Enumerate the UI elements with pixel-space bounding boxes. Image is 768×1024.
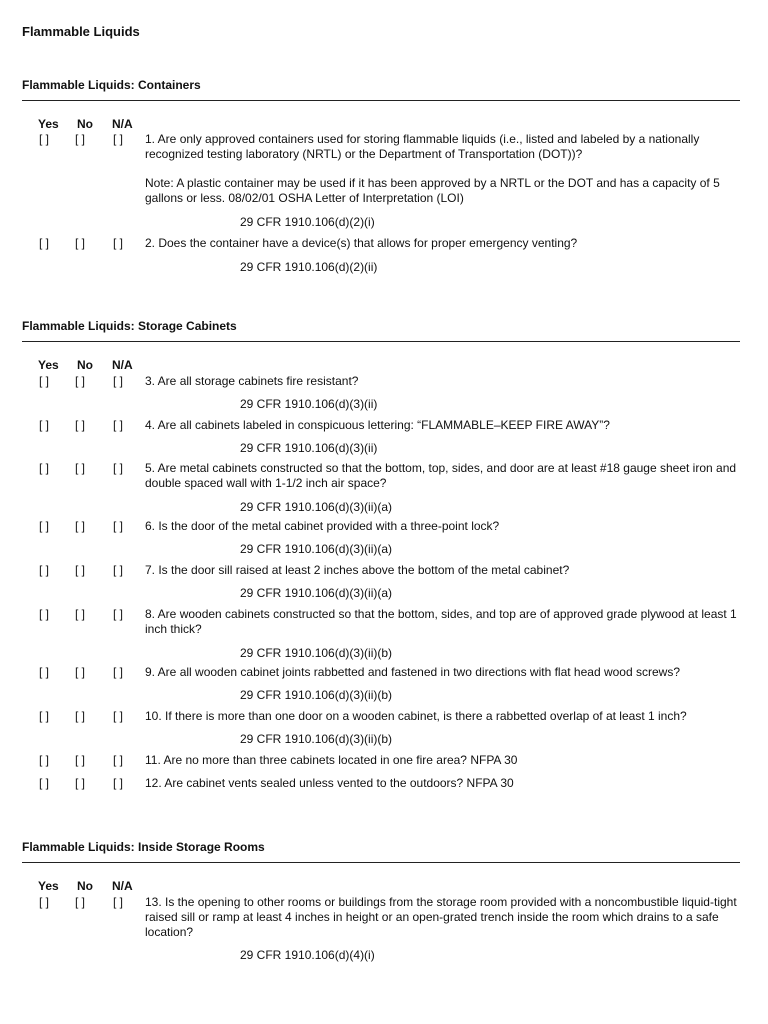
yes-checkbox[interactable]: [ ] (39, 665, 50, 679)
question-text: 2. Does the container have a device(s) that allows for proper emergency venting? (145, 236, 578, 250)
no-checkbox[interactable]: [ ] (75, 461, 86, 475)
na-checkbox[interactable]: [ ] (113, 753, 124, 767)
section-storage-cabinets (0, 319, 768, 799)
column-header-no: No (77, 358, 93, 372)
question-text: 13. Is the opening to other rooms or buildings from the storage room provided with a noncombustible liquid-tight raised sill or ramp at least 4 inches in height or an open-grated trench inside the room which drains to a safe location? (145, 895, 737, 939)
regulation-citation: 29 CFR 1910.106(d)(3)(ii) (240, 441, 378, 455)
regulation-citation: 29 CFR 1910.106(d)(3)(ii) (240, 397, 378, 411)
na-checkbox[interactable]: [ ] (113, 563, 124, 577)
na-checkbox[interactable]: [ ] (113, 236, 124, 250)
section-divider (22, 341, 740, 342)
yes-checkbox[interactable]: [ ] (39, 709, 50, 723)
yes-checkbox[interactable]: [ ] (39, 563, 50, 577)
na-checkbox[interactable]: [ ] (113, 461, 124, 475)
yes-checkbox[interactable]: [ ] (39, 461, 50, 475)
no-checkbox[interactable]: [ ] (75, 665, 86, 679)
no-checkbox[interactable]: [ ] (75, 418, 86, 432)
yes-checkbox[interactable]: [ ] (39, 607, 50, 621)
regulation-citation: 29 CFR 1910.106(d)(3)(ii)(b) (240, 688, 393, 702)
section-title: Flammable Liquids: Containers (22, 78, 201, 92)
section-containers (0, 78, 768, 278)
na-checkbox[interactable]: [ ] (113, 665, 124, 679)
question-text: 4. Are all cabinets labeled in conspicuous lettering: “FLAMMABLE–KEEP FIRE AWAY”? (145, 418, 610, 432)
na-checkbox[interactable]: [ ] (113, 418, 124, 432)
question-text: 6. Is the door of the metal cabinet provided with a three-point lock? (145, 519, 500, 533)
question-text: 3. Are all storage cabinets fire resistant? (145, 374, 359, 388)
regulation-citation: 29 CFR 1910.106(d)(2)(ii) (240, 260, 378, 274)
question-text: 11. Are no more than three cabinets located in one fire area? NFPA 30 (145, 753, 518, 767)
regulation-citation: 29 CFR 1910.106(d)(3)(ii)(a) (240, 542, 393, 556)
question-text: 1. Are only approved containers used for storing flammable liquids (i.e., listed and labeled by a nationally recognized testing laboratory (NRTL) or the Department of Transportation (DOT))? (145, 132, 700, 161)
yes-checkbox[interactable]: [ ] (39, 776, 50, 790)
question-text: 7. Is the door sill raised at least 2 inches above the bottom of the metal cabinet? (145, 563, 570, 577)
page-title: Flammable Liquids (22, 24, 140, 39)
column-header-na: N/A (112, 117, 133, 131)
column-header-no: No (77, 879, 93, 893)
yes-checkbox[interactable]: [ ] (39, 132, 50, 146)
no-checkbox[interactable]: [ ] (75, 563, 86, 577)
column-header-no: No (77, 117, 93, 131)
na-checkbox[interactable]: [ ] (113, 374, 124, 388)
na-checkbox[interactable]: [ ] (113, 607, 124, 621)
question-text: 10. If there is more than one door on a wooden cabinet, is there a rabbetted overlap of at least 1 inch? (145, 709, 687, 723)
no-checkbox[interactable]: [ ] (75, 607, 86, 621)
question-text: 9. Are all wooden cabinet joints rabbetted and fastened in two directions with flat head wood screws? (145, 665, 680, 679)
regulation-citation: 29 CFR 1910.106(d)(3)(ii)(a) (240, 500, 393, 514)
column-header-yes: Yes (38, 117, 59, 131)
no-checkbox[interactable]: [ ] (75, 132, 86, 146)
no-checkbox[interactable]: [ ] (75, 519, 86, 533)
yes-checkbox[interactable]: [ ] (39, 753, 50, 767)
no-checkbox[interactable]: [ ] (75, 236, 86, 250)
column-header-yes: Yes (38, 879, 59, 893)
regulation-citation: 29 CFR 1910.106(d)(3)(ii)(b) (240, 646, 393, 660)
yes-checkbox[interactable]: [ ] (39, 236, 50, 250)
question-text: 12. Are cabinet vents sealed unless vented to the outdoors? NFPA 30 (145, 776, 514, 790)
na-checkbox[interactable]: [ ] (113, 519, 124, 533)
yes-checkbox[interactable]: [ ] (39, 895, 50, 909)
no-checkbox[interactable]: [ ] (75, 374, 86, 388)
no-checkbox[interactable]: [ ] (75, 776, 86, 790)
regulation-citation: 29 CFR 1910.106(d)(3)(ii)(b) (240, 732, 393, 746)
column-header-na: N/A (112, 358, 133, 372)
column-header-yes: Yes (38, 358, 59, 372)
regulation-citation: 29 CFR 1910.106(d)(4)(i) (240, 948, 375, 962)
no-checkbox[interactable]: [ ] (75, 753, 86, 767)
na-checkbox[interactable]: [ ] (113, 895, 124, 909)
column-header-na: N/A (112, 879, 133, 893)
question-text: 5. Are metal cabinets constructed so that the bottom, top, sides, and door are at least #18 gauge sheet iron and double spaced wall with 1-1/2 inch air space? (145, 461, 737, 490)
na-checkbox[interactable]: [ ] (113, 709, 124, 723)
yes-checkbox[interactable]: [ ] (39, 374, 50, 388)
section-title: Flammable Liquids: Storage Cabinets (22, 319, 237, 333)
no-checkbox[interactable]: [ ] (75, 709, 86, 723)
section-divider (22, 100, 740, 101)
regulation-citation: 29 CFR 1910.106(d)(2)(i) (240, 215, 375, 229)
question-text: 8. Are wooden cabinets constructed so that the bottom, sides, and top are of approved grade plywood at least 1 inch thick? (145, 607, 737, 636)
regulation-citation: 29 CFR 1910.106(d)(3)(ii)(a) (240, 586, 393, 600)
na-checkbox[interactable]: [ ] (113, 776, 124, 790)
na-checkbox[interactable]: [ ] (113, 132, 124, 146)
section-divider (22, 862, 740, 863)
yes-checkbox[interactable]: [ ] (39, 519, 50, 533)
yes-checkbox[interactable]: [ ] (39, 418, 50, 432)
no-checkbox[interactable]: [ ] (75, 895, 86, 909)
question-note: Note: A plastic container may be used if it has been approved by a NRTL or the DOT and has a capacity of 5 gallons or less. 08/02/01 OSHA Letter of Interpretation (LOI) (145, 176, 720, 205)
section-inside-storage-rooms (0, 840, 768, 980)
section-title: Flammable Liquids: Inside Storage Rooms (22, 840, 265, 854)
